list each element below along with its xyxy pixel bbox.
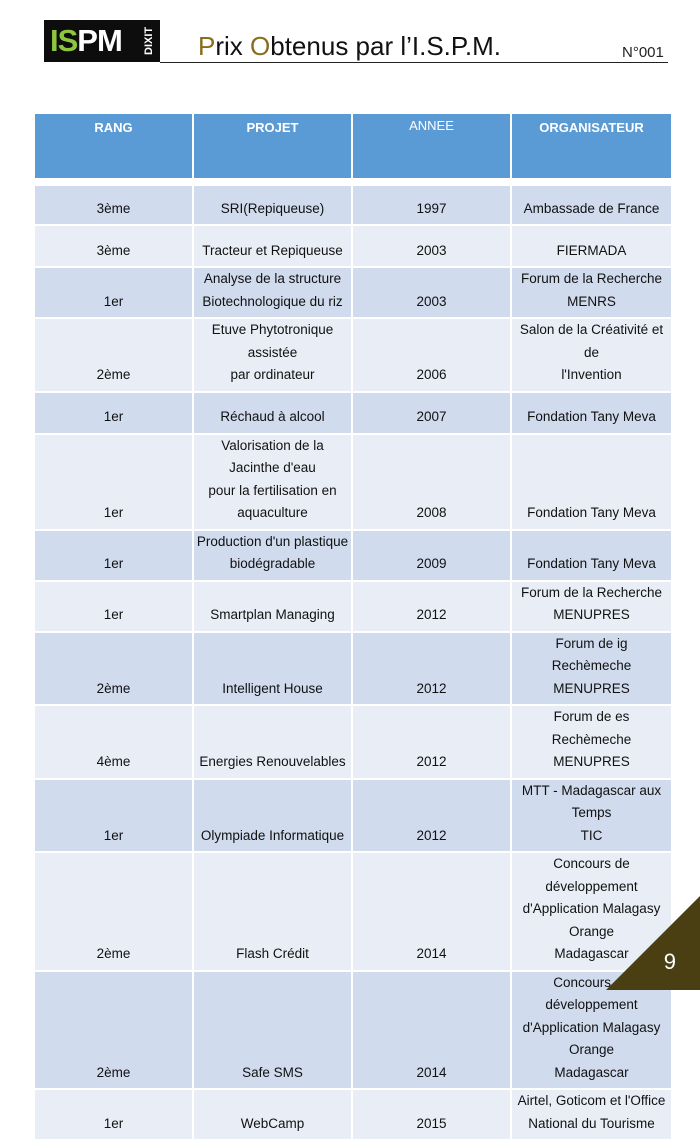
table-row [35, 391, 671, 433]
cell-annee: 2012 [353, 704, 510, 778]
cell-projet-line: Analyse de la structure [203, 271, 342, 286]
table-row [35, 778, 671, 852]
cell-projet [194, 184, 351, 224]
cell-annee: 2003 [353, 224, 510, 266]
cell-projet [194, 580, 351, 631]
cell-projet-line: WebCamp [240, 1115, 305, 1131]
cell-rang: 1er [35, 580, 192, 631]
cell-organisateur [512, 184, 671, 224]
ispm-logo [44, 20, 160, 62]
header-projet: PROJET [194, 114, 351, 184]
cell-rang: 1er [35, 391, 192, 433]
title-initial-p: P [198, 31, 216, 61]
cell-projet-line: par ordinateur [230, 367, 315, 382]
prizes-table [33, 114, 673, 1139]
cell-projet [194, 266, 351, 317]
cell-projet-line: Intelligent House [222, 680, 323, 696]
cell-organisateur [512, 580, 671, 631]
cell-organisateur-line: d'Application Malagasy Orange [522, 1019, 661, 1057]
cell-projet-line: aquaculture [237, 505, 308, 520]
logo-text-white: PM [77, 23, 122, 58]
header-rule [160, 62, 668, 63]
cell-projet-line: Biotechnologique du riz [202, 293, 343, 309]
table-row [35, 317, 671, 391]
table-row [35, 529, 671, 580]
cell-organisateur-line: Fondation Tany Meva [527, 409, 656, 424]
cell-annee: 2006 [353, 317, 510, 391]
cell-organisateur-line: d'Application Malagasy Orange [522, 901, 661, 939]
cell-organisateur-line: Forum de ig Rechèmeche [551, 635, 632, 673]
cell-projet-line: SRI(Repiqueuse) [220, 200, 325, 216]
cell-organisateur-line: MENUPRES [553, 607, 630, 622]
table-row [35, 224, 671, 266]
logo-text [50, 20, 122, 62]
table-row [35, 1088, 671, 1139]
cell-projet [194, 631, 351, 705]
cell-organisateur-line: FIERMADA [556, 242, 627, 258]
cell-projet [194, 1088, 351, 1139]
cell-organisateur [512, 266, 671, 317]
title-part-2: btenus par l’I.S.P.M. [270, 31, 501, 61]
cell-organisateur-line: Concours de développement [545, 974, 638, 1012]
cell-annee: 2009 [353, 529, 510, 580]
cell-rang: 3ème [35, 184, 192, 224]
cell-projet [194, 778, 351, 852]
table-row [35, 184, 671, 224]
cell-projet [194, 704, 351, 778]
cell-organisateur-line: Forum de la Recherche [520, 584, 663, 600]
cell-rang: 1er [35, 529, 192, 580]
cell-annee: 2014 [353, 851, 510, 970]
cell-organisateur [512, 317, 671, 391]
cell-projet-line: Etuve Phytotronique assistée [211, 322, 334, 360]
cell-projet-line: Production d'un plastique [196, 533, 349, 549]
cell-organisateur-line: l'Invention [561, 367, 622, 382]
logo-text-green: IS [50, 23, 78, 58]
cell-annee: 2007 [353, 391, 510, 433]
cell-rang: 2ème [35, 851, 192, 970]
table-row [35, 851, 671, 970]
cell-rang: 2ème [35, 317, 192, 391]
page-corner [606, 896, 700, 990]
table-row [35, 433, 671, 529]
page-title [198, 30, 501, 62]
cell-projet-line: Tracteur et Repiqueuse [202, 242, 343, 258]
cell-organisateur-line: MENUPRES [553, 680, 630, 696]
cell-organisateur [512, 529, 671, 580]
cell-organisateur-line: Madagascar [554, 946, 629, 961]
cell-annee: 2015 [353, 1088, 510, 1139]
table-row [35, 704, 671, 778]
header-annee: ANNEE [353, 114, 510, 184]
cell-organisateur [512, 391, 671, 433]
cell-projet-line: biodégradable [229, 556, 316, 571]
logo-side-text: DIXIT [143, 26, 155, 56]
cell-annee: 2008 [353, 433, 510, 529]
table-row [35, 580, 671, 631]
cell-annee: 2003 [353, 266, 510, 317]
cell-annee: 2012 [353, 631, 510, 705]
cell-organisateur-line: Ambassade de France [523, 200, 660, 216]
cell-projet [194, 224, 351, 266]
cell-organisateur [512, 224, 671, 266]
table-row [35, 970, 671, 1089]
cell-projet-line: Flash Crédit [236, 946, 309, 961]
cell-projet-line: Energies Renouvelables [199, 754, 346, 769]
cell-projet [194, 433, 351, 529]
cell-organisateur-line: MTT - Madagascar aux Temps [521, 782, 662, 820]
cell-rang: 2ème [35, 970, 192, 1089]
cell-organisateur-line: Salon de la Créativité et de [519, 322, 664, 360]
cell-organisateur-line: Fondation Tany Meva [527, 556, 656, 571]
cell-organisateur-line: Forum de es Rechèmeche [551, 709, 632, 747]
cell-rang: 2ème [35, 631, 192, 705]
header-rang: RANG [35, 114, 192, 184]
cell-organisateur-line: TIC [580, 827, 603, 843]
header-organisateur: ORGANISATEUR [512, 114, 671, 184]
table-row [35, 631, 671, 705]
cell-organisateur [512, 704, 671, 778]
table-header-row [35, 114, 671, 184]
title-initial-o: O [250, 31, 271, 61]
cell-organisateur-line: MENUPRES [553, 754, 630, 769]
cell-projet [194, 317, 351, 391]
page-number: 9 [663, 949, 676, 974]
cell-projet-line: Valorisation de la Jacinthe d'eau [221, 437, 324, 475]
cell-projet [194, 391, 351, 433]
cell-projet-line: Réchaud à alcool [220, 409, 325, 424]
table-body [35, 184, 671, 1139]
cell-annee: 2012 [353, 580, 510, 631]
cell-organisateur-line: Forum de la Recherche MENRS [520, 271, 663, 309]
cell-annee: 2012 [353, 778, 510, 852]
cell-projet-line: Smartplan Managing [210, 607, 335, 622]
cell-rang: 1er [35, 1088, 192, 1139]
cell-projet [194, 851, 351, 970]
cell-rang: 1er [35, 778, 192, 852]
cell-projet [194, 970, 351, 1089]
cell-organisateur [512, 433, 671, 529]
cell-projet-line: Olympiade Informatique [200, 827, 345, 843]
title-part-1: rix [215, 31, 251, 61]
cell-projet-line: pour la fertilisation en [208, 482, 337, 498]
cell-organisateur [512, 778, 671, 852]
cell-organisateur-line: Madagascar [554, 1064, 629, 1080]
cell-projet-line: Safe SMS [242, 1064, 303, 1080]
cell-organisateur [512, 1088, 671, 1139]
cell-organisateur-line: Fondation Tany Meva [527, 505, 656, 520]
cell-projet [194, 529, 351, 580]
cell-organisateur [512, 631, 671, 705]
cell-rang: 1er [35, 433, 192, 529]
cell-rang: 3ème [35, 224, 192, 266]
cell-annee: 1997 [353, 184, 510, 224]
cell-organisateur-line: Airtel, Goticom et l'Office [517, 1093, 666, 1108]
cell-organisateur-line: National du Tourisme [528, 1115, 655, 1131]
cell-rang: 4ème [35, 704, 192, 778]
issue-number: N°001 [622, 44, 664, 61]
cell-rang: 1er [35, 266, 192, 317]
cell-annee: 2014 [353, 970, 510, 1089]
cell-organisateur-line: Concours de développement [545, 856, 638, 894]
table-row [35, 266, 671, 317]
